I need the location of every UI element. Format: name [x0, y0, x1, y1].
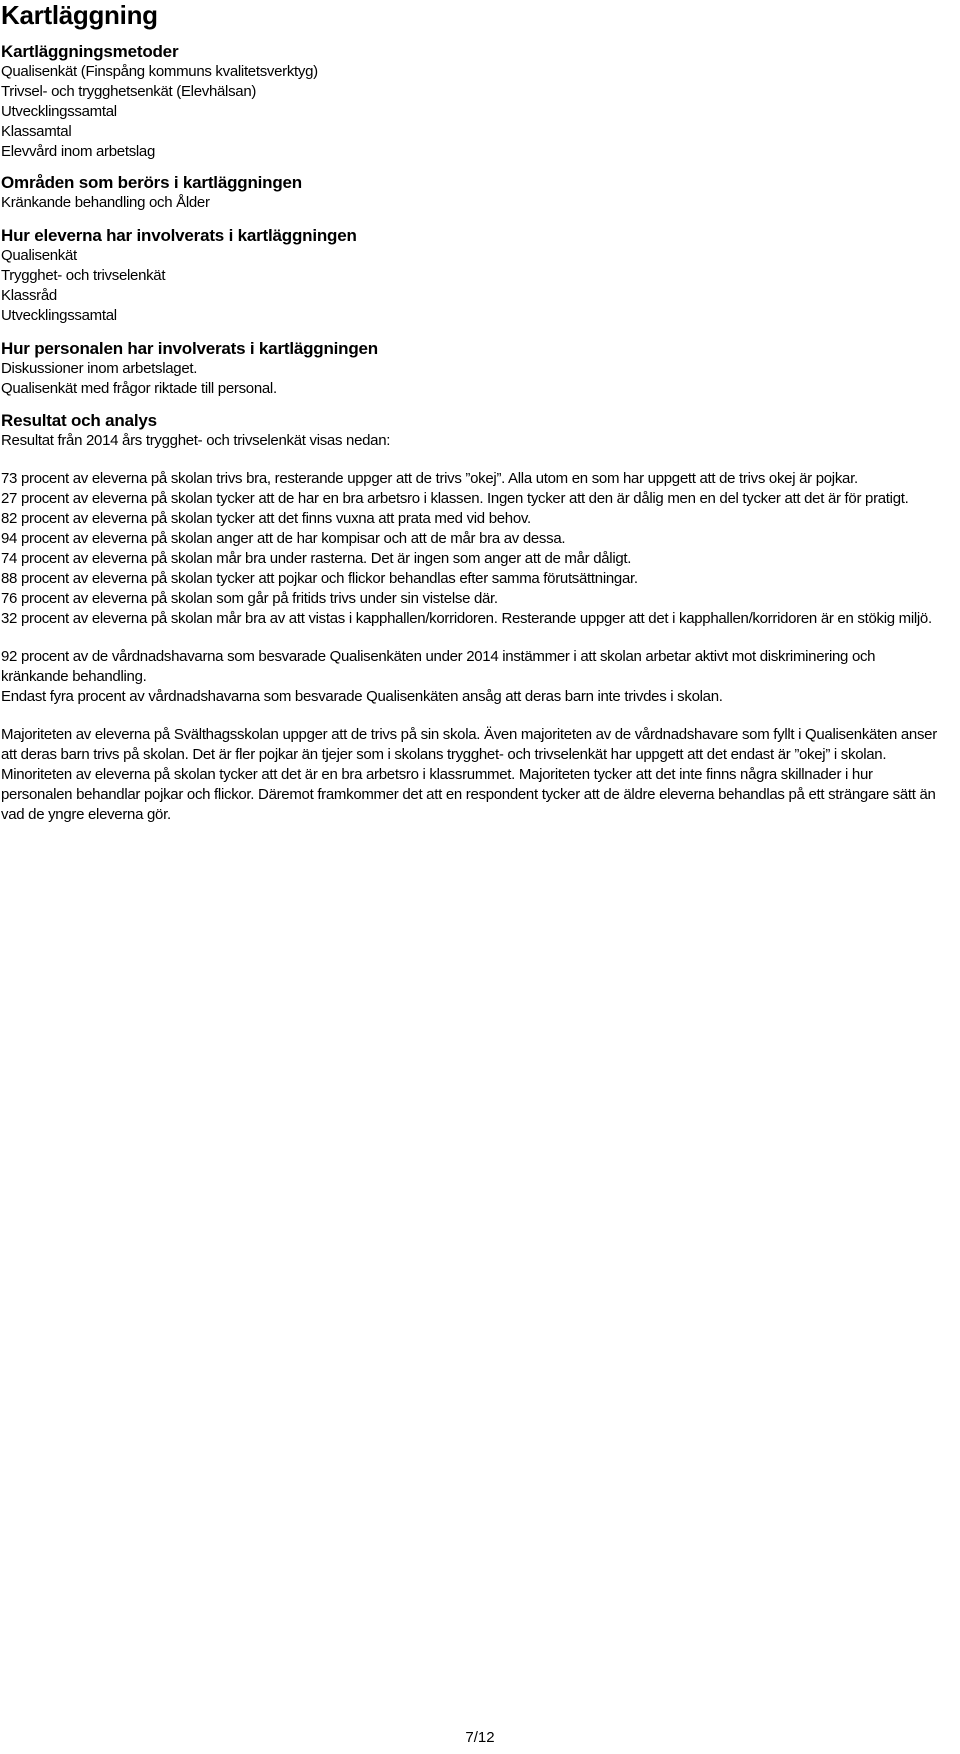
finding-item: 74 procent av eleverna på skolan mår bra under rasterna. Det är ingen som anger att de mår dåligt.: [1, 550, 632, 567]
students-involved-item: Utvecklingssamtal: [1, 307, 117, 324]
guardians-item: 92 procent av de vårdnadshavarna som besvarade Qualisenkäten under 2014 instämmer i att skolan arbetar aktivt mot diskriminering och kränkande behandling.: [1, 648, 876, 685]
finding-item: 82 procent av eleverna på skolan tycker att det finns vuxna att prata med vid behov.: [1, 510, 531, 527]
results-section: [1, 411, 937, 825]
finding-item: 32 procent av eleverna på skolan mår bra av att vistas i kapphallen/korridoren. Resterande uppger att det i kapphallen/korridoren är en stökig miljö.: [1, 610, 932, 627]
methods-heading: Kartläggningsmetoder: [1, 42, 179, 61]
methods-item: Elevvård inom arbetslag: [1, 143, 156, 160]
methods-item: Trivsel- och trygghetsenkät (Elevhälsan): [1, 83, 257, 100]
methods-item: Utvecklingssamtal: [1, 103, 117, 120]
finding-item: 88 procent av eleverna på skolan tycker att pojkar och flickor behandlas efter samma förutsättningar.: [1, 570, 638, 587]
finding-item: 76 procent av eleverna på skolan som går på fritids trivs under sin vistelse där.: [1, 590, 498, 607]
results-heading: Resultat och analys: [1, 411, 157, 430]
areas-heading: Områden som berörs i kartläggningen: [1, 173, 302, 192]
students-involved-item: Qualisenkät: [1, 247, 77, 264]
page-number: 7/12: [465, 1729, 495, 1746]
methods-item: Qualisenkät (Finspång kommuns kvalitetsverktyg): [1, 63, 318, 80]
students-involved-section: [1, 226, 937, 326]
page-title: Kartläggning: [1, 0, 158, 30]
students-involved-item: Trygghet- och trivselenkät: [1, 267, 166, 284]
students-involved-item: Klassråd: [1, 287, 57, 304]
analysis-paragraph: Majoriteten av eleverna på Svälthagsskolan uppger att de trivs på sin skola. Även majoriteten av de vårdnadshavare som fyllt i Qualisenkäten anser att deras barn trivs på skolan. Det är fler pojkar än tjejer som i skolans trygghet- och trivselenkät har uppgett att det endast är ”okej” i skolan. Minoriteten av eleverna på skolan tycker att det är en bra arbetsro i klassrummet. Majoriteten tycker att det inte finns några skillnader i hur personalen behandlar pojkar och flickor. Däremot framkommer det att en respondent tycker att de äldre eleverna behandlas på ett strängare sätt än vad de yngre eleverna gör.: [1, 726, 937, 823]
areas-text: Kränkande behandling och Ålder: [1, 194, 210, 211]
methods-section: [1, 42, 937, 162]
staff-involved-heading: Hur personalen har involverats i kartläggningen: [1, 339, 378, 358]
areas-section: [1, 173, 937, 213]
methods-item: Klassamtal: [1, 123, 72, 140]
results-intro: Resultat från 2014 års trygghet- och trivselenkät visas nedan:: [1, 432, 391, 449]
guardians-results: [1, 647, 937, 707]
guardians-item: Endast fyra procent av vårdnadshavarna som besvarade Qualisenkäten ansåg att deras barn inte trivdes i skolan.: [1, 688, 723, 705]
results-findings: [1, 469, 937, 629]
students-involved-heading: Hur eleverna har involverats i kartläggningen: [1, 226, 357, 245]
document-content: [1, 0, 937, 825]
staff-involved-item: Qualisenkät med frågor riktade till personal.: [1, 380, 277, 397]
finding-item: 94 procent av eleverna på skolan anger att de har kompisar och att de mår bra av dessa.: [1, 530, 566, 547]
finding-item: 73 procent av eleverna på skolan trivs bra, resterande uppger att de trivs ”okej”. Alla utom en som har uppgett att de trivs okej är pojkar.: [1, 470, 858, 487]
staff-involved-section: [1, 339, 937, 399]
staff-involved-item: Diskussioner inom arbetslaget.: [1, 360, 198, 377]
finding-item: 27 procent av eleverna på skolan tycker att de har en bra arbetsro i klassen. Ingen tycker att den är dålig men en del tycker att det är för pratigt.: [1, 490, 909, 507]
